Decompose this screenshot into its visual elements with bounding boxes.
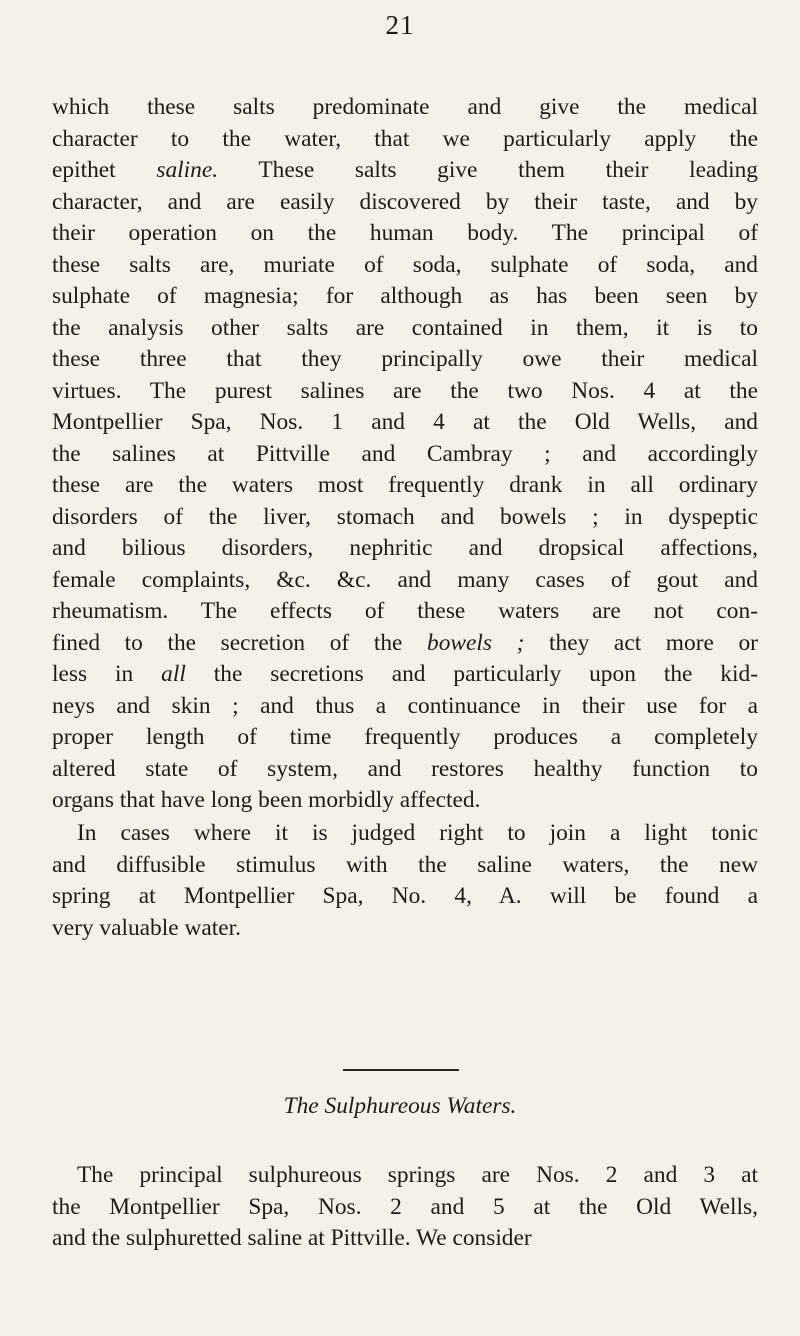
text-line: [52, 881, 758, 913]
page-number: 21: [385, 10, 415, 40]
text-line: [52, 533, 758, 565]
italic-text: bowels ;: [427, 629, 525, 656]
text-line: [52, 155, 758, 187]
text-run: and diffusible stimulus with the saline waters, the new: [52, 851, 758, 878]
text-run: epithet: [52, 157, 157, 183]
text-line: [52, 850, 758, 882]
text-run: character to the water, that we particularly apply the: [52, 125, 758, 152]
text-run: rheumatism. The effects of these waters are not con-: [52, 598, 758, 624]
text-run: organs that have long been morbidly affected.: [52, 787, 481, 813]
text-run: which these salts predominate and give the medical: [52, 94, 758, 120]
text-run: the Montpellier Spa, Nos. 2 and 5 at the Old Wells,: [52, 1193, 758, 1220]
text-run: and bilious disorders, nephritic and dropsical affections,: [52, 535, 758, 561]
text-run: neys and skin ; and thus a continuance in their use for a: [52, 692, 758, 719]
text-line: [52, 92, 758, 124]
text-line: [52, 785, 758, 817]
text-run: the analysis other salts are contained in them, it is to: [52, 314, 758, 341]
text-line: [52, 596, 758, 628]
text-line: [52, 818, 758, 850]
paragraph-tonic-stimulus: [52, 818, 758, 944]
text-line: [52, 407, 758, 439]
text-line: [52, 439, 758, 471]
text-run: their operation on the human body. The principal of: [52, 220, 758, 246]
text-run: the secretions and particularly upon the kid-: [185, 661, 758, 687]
text-run: In cases where it is judged right to join a light tonic: [77, 820, 758, 846]
italic-text: saline.: [156, 157, 219, 183]
text-run: Montpellier Spa, Nos. 1 and 4 at the Old Wells, and: [52, 409, 758, 435]
text-line: [52, 691, 758, 723]
section-divider-rule: [343, 1069, 459, 1071]
text-line: [52, 502, 758, 534]
section-heading: The Sulphureous Waters.: [283, 1093, 517, 1119]
text-line: [52, 376, 758, 408]
text-line: [52, 470, 758, 502]
text-run: these salts are, muriate of soda, sulphate of soda, and: [52, 251, 758, 278]
text-run: sulphate of magnesia; for although as has been seen by: [52, 283, 758, 309]
text-line: [52, 1223, 758, 1255]
text-run: less in: [52, 661, 162, 687]
text-line: [52, 913, 758, 945]
text-line: [52, 628, 758, 660]
text-run: and the sulphuretted saline at Pittville. We consider: [52, 1225, 532, 1251]
text-run: female complaints, &c. &c. and many cases of gout and: [52, 566, 758, 593]
text-run: proper length of time frequently produces a completely: [52, 724, 758, 750]
paragraph-sulphureous-springs: [52, 1160, 758, 1255]
text-run: spring at Montpellier Spa, No. 4, A. will be found a: [52, 883, 758, 909]
text-run: disorders of the liver, stomach and bowels ; in dyspeptic: [52, 503, 758, 530]
text-line: [52, 124, 758, 156]
text-line: [52, 754, 758, 786]
text-line: [52, 722, 758, 754]
text-line: [52, 313, 758, 345]
text-run: altered state of system, and restores healthy function to: [52, 755, 758, 782]
paragraph-saline-effects: [52, 92, 758, 817]
text-line: [52, 1192, 758, 1224]
text-run: These salts give them their leading: [218, 157, 758, 183]
text-line: [52, 218, 758, 250]
text-run: character, and are easily discovered by their taste, and by: [52, 188, 758, 215]
text-line: [52, 281, 758, 313]
italic-text: all: [161, 661, 186, 687]
text-run: The principal sulphureous springs are Nos. 2 and 3 at: [77, 1162, 758, 1188]
text-line: [52, 344, 758, 376]
text-run: these three that they principally owe their medical: [52, 346, 758, 372]
text-line: [52, 1160, 758, 1192]
text-line: [52, 565, 758, 597]
text-run: fined to the secretion of the: [52, 629, 428, 656]
text-run: very valuable water.: [52, 914, 241, 941]
text-line: [52, 250, 758, 282]
text-run: they act more or: [524, 629, 758, 656]
text-line: [52, 659, 758, 691]
text-run: virtues. The purest salines are the two Nos. 4 at the: [52, 377, 758, 404]
text-run: the salines at Pittville and Cambray ; and accordingly: [52, 440, 758, 467]
text-run: these are the waters most frequently drank in all ordinary: [52, 472, 758, 498]
text-line: [52, 187, 758, 219]
